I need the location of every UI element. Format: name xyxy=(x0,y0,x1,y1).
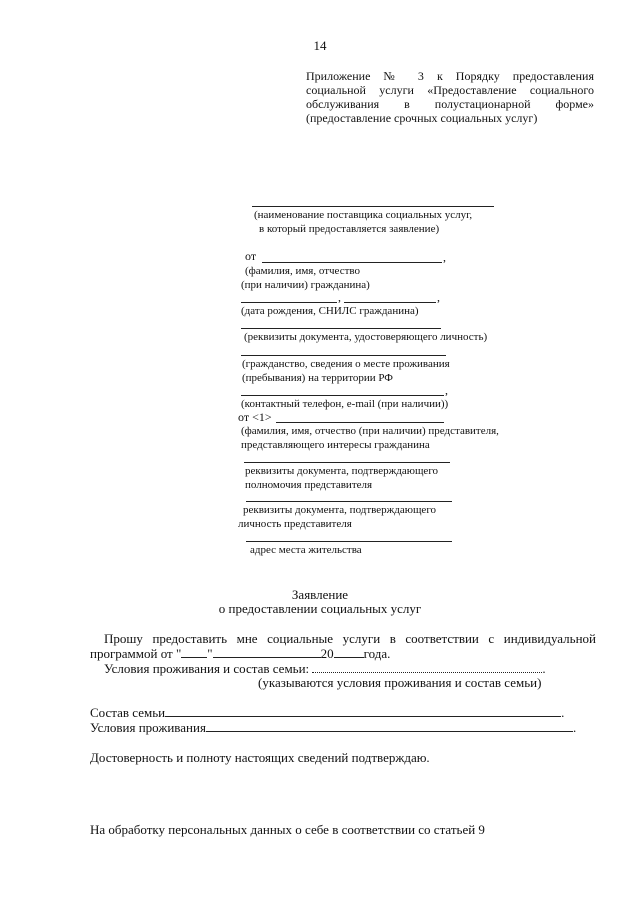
appendix-header xyxy=(306,69,594,125)
citizenship-line[interactable] xyxy=(241,355,446,356)
provider-name-line[interactable] xyxy=(252,206,494,207)
appendix-line-1: Приложение № 3 к Порядку предоставления xyxy=(306,69,594,83)
statement-title: Заявление xyxy=(291,587,349,602)
consent-text: На обработку персональных данных о себе в соответствии со статьей 9 xyxy=(90,822,485,837)
program-day-field[interactable] xyxy=(181,647,207,658)
authority-caption-1: реквизиты документа, подтверждающего xyxy=(245,465,439,477)
comma: , xyxy=(443,250,446,264)
conditions-field[interactable] xyxy=(312,662,542,673)
request-line-1: Прошу предоставить мне социальные услуги в соответствии с индивидуальной xyxy=(104,631,596,646)
id-doc-caption: (реквизиты документа, удостоверяющего личность) xyxy=(244,331,488,343)
confirmation-text: Достоверность и полноту настоящих сведений подтверждаю. xyxy=(90,750,430,765)
program-year-field[interactable] xyxy=(334,647,364,658)
appendix-line-3: обслуживания в полустационарной форме» xyxy=(306,97,594,111)
from-label: от xyxy=(245,249,257,263)
address-caption: адрес места жительства xyxy=(250,544,362,556)
birth-caption: (дата рождения, СНИЛС гражданина) xyxy=(241,305,419,317)
program-month-field[interactable] xyxy=(213,647,321,658)
citizenship-caption-1: (гражданство, сведения о месте проживания xyxy=(242,358,450,370)
living-line: Условия проживания . xyxy=(90,720,577,735)
address-line[interactable] xyxy=(246,541,452,542)
conditions-caption: (указываются условия проживания и состав семьи) xyxy=(258,675,542,690)
contact-line[interactable] xyxy=(241,395,444,396)
rep-id-document-line[interactable] xyxy=(246,501,452,502)
conditions-label: Условия проживания и состав семьи: xyxy=(104,661,310,676)
program-date-quote: " xyxy=(207,646,213,661)
rep-caption-2: представляющего интересы гражданина xyxy=(241,439,430,451)
living-label: Условия проживания xyxy=(90,720,206,735)
rep-id-caption-1: реквизиты документа, подтверждающего xyxy=(243,504,437,516)
rep-id-caption-2: личность представителя xyxy=(238,518,352,530)
statement-subtitle: о предоставлении социальных услуг xyxy=(218,601,422,616)
id-document-line[interactable] xyxy=(241,328,441,329)
contact-caption: (контактный телефон, e-mail (при наличии)) xyxy=(241,398,449,410)
appendix-line-2: социальной услуги «Предоставление социального xyxy=(306,83,594,97)
family-field[interactable] xyxy=(165,706,561,717)
page-number: 14 xyxy=(313,38,327,53)
fio-caption-1: (фамилия, имя, отчество xyxy=(245,265,361,277)
representative-name-line[interactable] xyxy=(276,422,444,423)
comma: , xyxy=(445,383,448,397)
citizenship-caption-2: (пребывания) на территории РФ xyxy=(242,372,393,384)
authority-caption-2: полномочия представителя xyxy=(245,479,373,491)
comma: , xyxy=(437,290,440,304)
provider-caption-1: (наименование поставщика социальных услуг, xyxy=(254,209,473,221)
rep-from-label: от <1> xyxy=(238,410,272,424)
program-year-prefix: 20 xyxy=(320,646,334,661)
living-field[interactable] xyxy=(206,721,573,732)
conditions-line: Условия проживания и состав семьи: . xyxy=(104,661,546,676)
appendix-line-4: (предоставление срочных социальных услуг) xyxy=(306,111,538,125)
program-date-prefix: программой от " xyxy=(90,646,182,661)
comma: , xyxy=(338,290,341,304)
applicant-name-line[interactable] xyxy=(262,262,442,263)
authority-document-line[interactable] xyxy=(244,462,450,463)
program-date-suffix: года. xyxy=(363,646,391,661)
fio-caption-2: (при наличии) гражданина) xyxy=(241,279,370,291)
request-line-2 xyxy=(90,646,390,662)
snils-line[interactable] xyxy=(344,302,436,303)
family-line: Состав семьи . xyxy=(90,705,565,720)
rep-caption-1: (фамилия, имя, отчество (при наличии) представителя, xyxy=(241,425,499,437)
birth-date-line[interactable] xyxy=(241,302,337,303)
family-label: Состав семьи xyxy=(90,705,166,720)
provider-caption-2: в который предоставляется заявление) xyxy=(259,223,440,235)
